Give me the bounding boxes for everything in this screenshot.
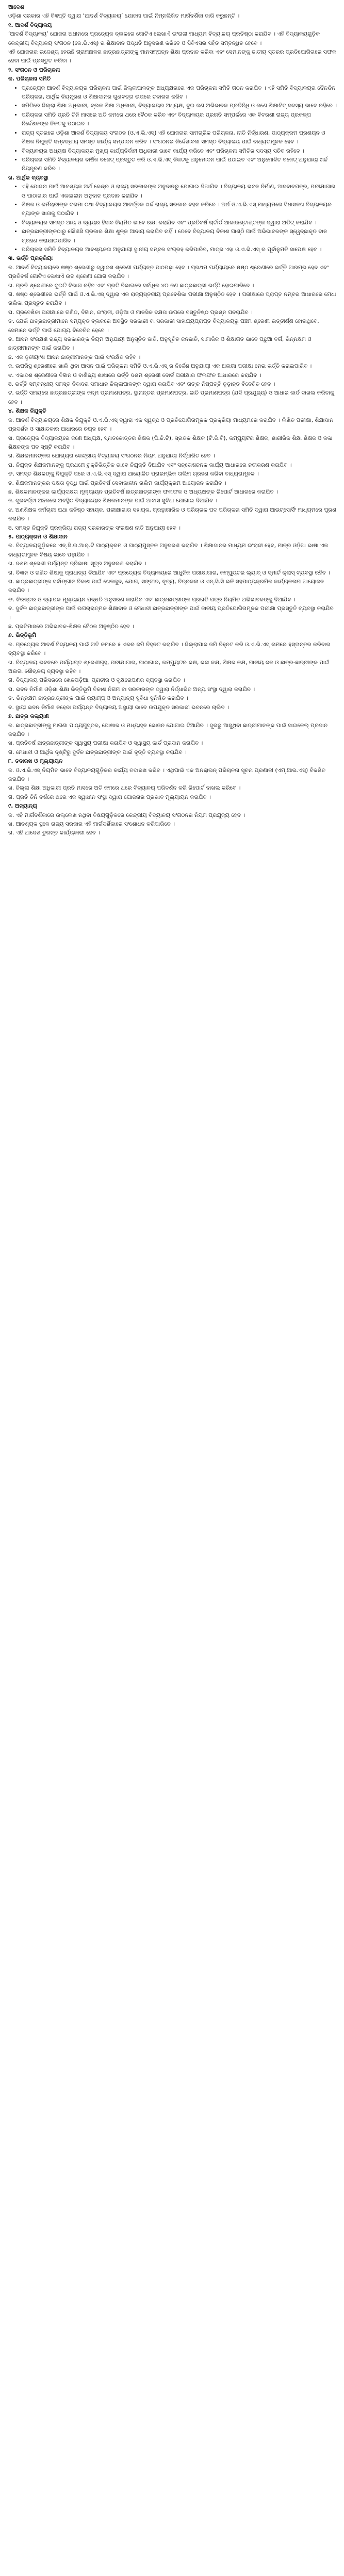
- paragraph: ଗ. ଶିକ୍ଷକମାନଙ୍କର ଯୋଗ୍ୟତା କେନ୍ଦ୍ରୀୟ ବିଦ୍ୟାଳୟ ସଂଗଠନର ନିୟମ ଅନୁଯାୟୀ ନିର୍ଦ୍ଧାରିତ ହେବ ।: [8, 453, 215, 460]
- section-heading: ୫. ପାଠ୍ୟକ୍ରମ ଓ ଶିକ୍ଷାଦାନ: [8, 533, 68, 540]
- section-heading: ୯. ଅନ୍ୟାନ୍ୟ: [8, 803, 37, 810]
- paragraph: ଗ. ବିଜ୍ଞାନ ଓ ଗଣିତ ଶିକ୍ଷାକୁ ପ୍ରାଧାନ୍ୟ ଦିଆଯିବ ଏବଂ ପ୍ରତ୍ୟେକ ବିଦ୍ୟାଳୟରେ ଆଧୁନିକ ପରୀକ୍ଷାଗାର, କମ୍ପ୍ୟୁଟର ଲ୍ୟାବ୍ ଓ ସ୍ମାର୍ଟ କ୍ଲାସ୍ ବ୍ୟବସ୍ଥା ରହିବ ।: [8, 569, 331, 576]
- paragraph: ଖ. ବିଦ୍ୟାଳୟ ଭବନରେ ପର୍ଯ୍ୟାପ୍ତ ଶ୍ରେଣୀଗୃହ, ପରୀକ୍ଷାଗାର, ପାଠାଗାର, କମ୍ପ୍ୟୁଟର କକ୍ଷ, କଳା କକ୍ଷ, ଶିକ୍ଷକ କକ୍ଷ, ପାନୀୟ ଜଳ ଓ ଛାତ୍ର-ଛାତ୍ରୀଙ୍କ ପାଇଁ ଅଲଗା ଶୌଚାଳୟ ବ୍ୟବସ୍ଥା ରହିବ ।: [8, 659, 330, 675]
- paragraph: ଘ. ପ୍ରବେଶିକା ପରୀକ୍ଷାରେ ଗଣିତ, ବିଜ୍ଞାନ, ଇଂରାଜୀ, ଓଡ଼ିଆ ଓ ମାନସିକ ଦକ୍ଷତା ଉପରେ ବସ୍ତୁନିଷ୍ଠ ପ୍ରଶ୍ନ ପଚରାଯିବ ।: [8, 309, 253, 316]
- paragraph: ଝ. ଅଣଶିକ୍ଷକ କର୍ମଚାରୀ ଯଥା କନିଷ୍ଠ ସହାୟକ, ପରୀକ୍ଷାଗାର ସହାୟକ, ଗ୍ରନ୍ଥାଗାରିକ ଓ ପରିଚାରକ ପଦ ପରିଚାଳନା ସମିତି ଦ୍ୱାରା ଆଉଟ୍‌ସୋର୍ସିଂ ମାଧ୍ୟମରେ ପୂରଣ କରାଯିବ ।: [8, 506, 337, 522]
- paragraph: ଚ. ସ୍ଥାୟୀ ଭବନ ନିର୍ମାଣ ନହେବା ପର୍ଯ୍ୟନ୍ତ ବିଦ୍ୟାଳୟ ଅସ୍ଥାୟୀ ଭାବେ ଉପଯୁକ୍ତ ସରକାରୀ ଭବନରେ ଚାଲିବ ।: [8, 704, 229, 711]
- subsection-heading: ଖ. ଆର୍ଥିକ ବ୍ୟବସ୍ଥା: [8, 174, 48, 181]
- document-title: ଆଦେଶ: [8, 4, 24, 10]
- paragraph: ଚ. ଆସନ ସଂରକ୍ଷଣ ରାଜ୍ୟ ସରକାରଙ୍କ ନିୟମ ଅନୁଯାୟୀ ଅନୁସୂଚିତ ଜାତି, ଅନୁସୂଚିତ ଜନଜାତି, ସାମାଜିକ ଓ ଶିକ୍ଷାଗତ ଭାବେ ପଛୁଆ ବର୍ଗ, ଭିନ୍ନକ୍ଷମ ଓ ଛାତ୍ରୀମାନଙ୍କ ପାଇଁ କରାଯିବ ।: [8, 336, 312, 352]
- paragraph: କ. ଆଦର୍ଶ ବିଦ୍ୟାଳୟରେ ଷଷ୍ଠ ଶ୍ରେଣୀରୁ ଦ୍ୱାଦଶ ଶ୍ରେଣୀ ପର୍ଯ୍ୟନ୍ତ ପାଠପଢ଼ା ହେବ । ପ୍ରଥମ ପର୍ଯ୍ୟାୟରେ ଷଷ୍ଠ ଶ୍ରେଣୀରେ ଭର୍ତ୍ତି ଆରମ୍ଭ ହେବ ଏବଂ ପ୍ରତିବର୍ଷ ଗୋଟିଏ ଲେଖାଏଁ ଉଚ୍ଚ ଶ୍ରେଣୀ ଯୋଗ କରାଯିବ ।: [8, 264, 329, 280]
- paragraph: ଙ. ସମସ୍ତ ଶିକ୍ଷକଙ୍କୁ ନିଯୁକ୍ତି ପରେ ଓ.ଏ.ଭି.ଏସ୍ ଦ୍ୱାରା ଆୟୋଜିତ ପ୍ରାରମ୍ଭିକ ତାଲିମ ଗ୍ରହଣ କରିବା ବାଧ୍ୟତାମୂଳକ ।: [8, 471, 259, 478]
- paragraph: ଖ. ପ୍ରତିବର୍ଷ ଛାତ୍ରଛାତ୍ରୀଙ୍କ ସ୍ୱାସ୍ଥ୍ୟ ପରୀକ୍ଷା କରାଯିବ ଓ ସ୍ୱାସ୍ଥ୍ୟ କାର୍ଡ ପ୍ରଦାନ କରାଯିବ ।: [8, 740, 203, 747]
- paragraph: ଟ. ଭର୍ତ୍ତି ସମୟରେ ଛାତ୍ରଛାତ୍ରୀଙ୍କ ଜନ୍ମ ପ୍ରମାଣପତ୍ର, ସ୍ଥାନାନ୍ତର ପ୍ରମାଣପତ୍ର, ଜାତି ପ୍ରମାଣପତ୍ର (ଯଦି ପ୍ରଯୁଜ୍ୟ) ଓ ଆଧାର କାର୍ଡ ଦାଖଲ କରିବାକୁ ହେବ ।: [8, 390, 334, 405]
- paragraph: କ. ଆଦର୍ଶ ବିଦ୍ୟାଳୟରେ ଶିକ୍ଷକ ନିଯୁକ୍ତି ଓ.ଏ.ଭି.ଏସ୍ ଦ୍ୱାରା ଏକ ସ୍ୱଚ୍ଛ ଓ ପ୍ରତିଯୋଗିତାମୂଳକ ପ୍ରକ୍ରିୟା ମାଧ୍ୟମରେ କରାଯିବ । ଲିଖିତ ପରୀକ୍ଷା, ଶିକ୍ଷାଦାନ ପ୍ରଦର୍ଶନ ଓ ସାକ୍ଷାତକାର ଆଧାରରେ ଚୟନ ହେବ ।: [8, 417, 334, 433]
- paragraph: ଙ. ଯେଉଁ ଛାତ୍ରଛାତ୍ରୀମାନେ ସମ୍ପୃକ୍ତ ବ୍ଲକରେ ଅବସ୍ଥିତ ସରକାରୀ ବା ସରକାରୀ ସାହାଯ୍ୟପ୍ରାପ୍ତ ବିଦ୍ୟାଳୟରୁ ପଞ୍ଚମ ଶ୍ରେଣୀ ଉତ୍ତୀର୍ଣ୍ଣ ହୋଇଥିବେ, ସେମାନେ ଭର୍ତ୍ତି ପାଇଁ ଯୋଗ୍ୟ ବିବେଚିତ ହେବେ ।: [8, 318, 319, 334]
- paragraph: ଛ. ପ୍ରତିମାସରେ ଅଭିଭାବକ-ଶିକ୍ଷକ ବୈଠକ ଅନୁଷ୍ଠିତ ହେବ ।: [8, 624, 134, 630]
- paragraph: ଗ. ବିଦ୍ୟାଳୟ ପରିସରରେ ଖେଳପଡ଼ିଆ, ପ୍ରାଚୀର ଓ ବୃକ୍ଷରୋପଣର ବ୍ୟବସ୍ଥା କରାଯିବ ।: [8, 677, 185, 684]
- paragraph: କ. ପ୍ରତ୍ୟେକ ଆଦର୍ଶ ବିଦ୍ୟାଳୟ ପାଇଁ ଅତି କମରେ ୫ ଏକର ଜମି ଚିହ୍ନଟ କରାଯିବ । ଜିଲ୍ଲାପାଳ ଜମି ଚିହ୍ନଟ କରି ଓ.ଏ.ଭି.ଏସ୍ ନାମରେ ହସ୍ତାନ୍ତର କରିବାର ବ୍ୟବସ୍ଥା କରିବେ ।: [8, 641, 331, 657]
- paragraph: ଝ. ଏକାଦଶ ଶ୍ରେଣୀରେ ବିଜ୍ଞାନ ଓ ବାଣିଜ୍ୟ ଶାଖାରେ ଭର୍ତ୍ତି ଦଶମ ଶ୍ରେଣୀ ବୋର୍ଡ ପରୀକ୍ଷାର ଫଳାଫଳ ଆଧାରରେ କରାଯିବ ।: [8, 372, 261, 379]
- list-item: • ପରିଚାଳନା ସମିତି ବିଦ୍ୟାଳୟର ବାର୍ଷିକ ବଜେଟ୍ ପ୍ରସ୍ତୁତ କରି ଓ.ଏ.ଭି.ଏସ୍ ନିକଟକୁ ଅନୁମୋଦନ ପାଇଁ ପଠାଇବ ଏବଂ ଅନୁମୋଦିତ ବଜେଟ୍ ଅନୁଯାୟୀ ଖର୍ଚ୍ଚ ନିୟନ୍ତ୍ରଣ କରିବ ।: [22, 156, 337, 174]
- subsection-heading: କ. ପରିଚାଳନା ସମିତି: [8, 76, 51, 83]
- section-heading: ୨. ସଂଗଠନ ଓ ପରିଚାଳନା: [8, 67, 60, 73]
- paragraph: ଗ. ଏହି ଆଦେଶ ତୁରନ୍ତ କାର୍ଯ୍ୟକାରୀ ହେବ ।: [8, 830, 101, 836]
- paragraph: ଖ. ପ୍ରତି ଶ୍ରେଣୀରେ ଦୁଇଟି ବିଭାଗ ରହିବ ଏବଂ ପ୍ରତି ବିଭାଗରେ ସର୍ବାଧିକ ୪୦ ଜଣ ଛାତ୍ରଛାତ୍ରୀ ଭର୍ତ୍ତି ହୋଇପାରିବେ ।: [8, 282, 254, 289]
- section-heading: ୮. ତଦାରଖ ଓ ମୂଲ୍ୟାୟନ: [8, 758, 63, 765]
- section-heading: ୩. ଭର୍ତ୍ତି ପ୍ରକ୍ରିୟା: [8, 255, 53, 262]
- paragraph: ଘ. ଭବନ ନିର୍ମାଣ ଓଡ଼ିଶା ଶିକ୍ଷା ଭିତ୍ତିଭୂମି ବିକାଶ ନିଗମ ବା ସରକାରଙ୍କ ଦ୍ୱାରା ନିର୍ଦ୍ଧାରିତ ଅନ୍ୟ ସଂସ୍ଥା ଦ୍ୱାରା କରାଯିବ ।: [8, 686, 255, 693]
- paragraph: କ. ବିଦ୍ୟାଳୟଗୁଡ଼ିକରେ ଏନ୍.ସି.ଇ.ଆର୍.ଟି ପାଠ୍ୟକ୍ରମ ଓ ପାଠ୍ୟପୁସ୍ତକ ଅନୁସରଣ କରାଯିବ । ଶିକ୍ଷାଦାନର ମାଧ୍ୟମ ଇଂରାଜୀ ହେବ, ମାତ୍ର ଓଡ଼ିଆ ଭାଷା ଏକ ବାଧ୍ୟତାମୂଳକ ବିଷୟ ଭାବେ ପଢ଼ାଯିବ ।: [8, 543, 329, 558]
- paragraph: ଗ. ଷଷ୍ଠ ଶ୍ରେଣୀରେ ଭର୍ତ୍ତି ପାଇଁ ଓ.ଏ.ଭି.ଏସ୍ ଦ୍ୱାରା ଏକ ରାଜ୍ୟସ୍ତରୀୟ ପ୍ରବେଶିକା ପରୀକ୍ଷା ଅନୁଷ୍ଠିତ ହେବ । ପରୀକ୍ଷାରେ ପ୍ରାପ୍ତ ନମ୍ବର ଆଧାରରେ ମେଧା ତାଲିକା ପ୍ରସ୍ତୁତ କରାଯିବ ।: [8, 291, 336, 307]
- paragraph: କ. ଓ.ଏ.ଭି.ଏସ୍ ନିୟମିତ ଭାବେ ବିଦ୍ୟାଳୟଗୁଡ଼ିକର କାର୍ଯ୍ୟ ତଦାରଖ କରିବ । ଏଥିପାଇଁ ଏକ ଅନଲାଇନ୍ ପରିଚାଳନା ସୂଚନା ପ୍ରଣାଳୀ (ଏମ୍.ଆଇ.ଏସ୍) ବିକଶିତ କରାଯିବ ।: [8, 767, 326, 782]
- section-heading: ୪. ଶିକ୍ଷକ ନିଯୁକ୍ତି: [8, 408, 46, 415]
- paragraph: ଞ. ଭର୍ତ୍ତି ସମ୍ବନ୍ଧୀୟ ସମସ୍ତ ବିବାଦର ସମାଧାନ ଜିଲ୍ଲାପାଳଙ୍କ ଦ୍ୱାରା କରାଯିବ ଏବଂ ତାଙ୍କ ନିଷ୍ପତ୍ତି ଚୂଡ଼ାନ୍ତ ବିବେଚିତ ହେବ ।: [8, 381, 275, 388]
- list-item: • ଶିକ୍ଷକ ଓ କର୍ମଚାରୀଙ୍କ ଦରମା ତଥା ବିଦ୍ୟାଳୟର ଆବର୍ତ୍ତକ ଖର୍ଚ୍ଚ ରାଜ୍ୟ ସରକାର ବହନ କରିବେ । ଅର୍ଥ ଓ.ଏ.ଭି.ଏସ୍ ମାଧ୍ୟମରେ ସିଧାସଳଖ ବିଦ୍ୟାଳୟର ବ୍ୟାଙ୍କ ଖାତାକୁ ପଠାଯିବ ।: [22, 201, 337, 219]
- list-item: • ବିଦ୍ୟାଳୟର ସମସ୍ତ ଆୟ ଓ ବ୍ୟୟର ହିସାବ ନିୟମିତ ଭାବେ ରକ୍ଷା କରାଯିବ ଏବଂ ପ୍ରତିବର୍ଷ ଚାର୍ଟାର୍ଡ ଆକାଉଣ୍ଟାଣ୍ଟଙ୍କ ଦ୍ୱାରା ଅଡିଟ୍ କରାଯିବ ।: [22, 219, 337, 227]
- document-page: [0, 0, 344, 840]
- section-heading: ୬. ଭିତ୍ତିଭୂମି: [8, 632, 37, 639]
- section-heading: ୧. ଆଦର୍ଶ ବିଦ୍ୟାଳୟ: [8, 22, 52, 28]
- paragraph: ଖ. ଆବଶ୍ୟକ ସ୍ଥଳେ ରାଜ୍ୟ ସରକାର ଏହି ମାର୍ଗଦର୍ଶିକାରେ ସଂଶୋଧନ କରିପାରିବେ ।: [8, 821, 175, 827]
- paragraph: ଜ. ଦୂରବର୍ତ୍ତୀ ଅଞ୍ଚଳରେ ଅବସ୍ଥିତ ବିଦ୍ୟାଳୟର ଶିକ୍ଷକମାନଙ୍କ ପାଇଁ ଆବାସ ସୁବିଧା ଯୋଗାଇ ଦିଆଯିବ ।: [8, 498, 218, 504]
- paragraph: ଛ. ଏକ ତୃତୀୟାଂଶ ଆସନ ଛାତ୍ରୀମାନଙ୍କ ପାଇଁ ସଂରକ୍ଷିତ ରହିବ ।: [8, 354, 141, 360]
- paragraph: ଚ. ଶିକ୍ଷକମାନଙ୍କର ଦକ୍ଷତା ବୃଦ୍ଧି ପାଇଁ ପ୍ରତିବର୍ଷ ସେବାକାଳୀନ ତାଲିମ କାର୍ଯ୍ୟକ୍ରମ ଆୟୋଜନ କରାଯିବ ।: [8, 480, 226, 486]
- paragraph: ଖ. ପ୍ରତ୍ୟେକ ବିଦ୍ୟାଳୟରେ ଜଣେ ଅଧ୍ୟକ୍ଷ, ସ୍ନାତକୋତ୍ତର ଶିକ୍ଷକ (ପି.ଜି.ଟି), ସ୍ନାତକ ଶିକ୍ଷକ (ଟି.ଜି.ଟି), କମ୍ପ୍ୟୁଟର ଶିକ୍ଷକ, ଶାରୀରିକ ଶିକ୍ଷା ଶିକ୍ଷକ ଓ କଳା ଶିକ୍ଷକଙ୍କ ପଦ ସୃଷ୍ଟି କରାଯିବ ।: [8, 435, 332, 450]
- list-item: • ପ୍ରତ୍ୟେକ ଆଦର୍ଶ ବିଦ୍ୟାଳୟର ପରିଚାଳନା ପାଇଁ ଜିଲ୍ଲାପାଳଙ୍କ ଅଧ୍ୟକ୍ଷତାରେ ଏକ ପରିଚାଳନା ସମିତି ଗଠନ କରାଯିବ । ଏହି ସମିତି ବିଦ୍ୟାଳୟର ଦୈନନ୍ଦିନ ପରିଚାଳନା, ଆର୍ଥିକ ନିୟନ୍ତ୍ରଣ ଓ ଶିକ୍ଷାଦାନର ଗୁଣବତ୍ତା ଉପରେ ତଦାରଖ କରିବ ।: [22, 84, 337, 102]
- paragraph: ଏହି ଯୋଜନାର ଉଦ୍ଦେଶ୍ୟ ହେଉଛି ଗ୍ରାମାଞ୍ଚଳର ଛାତ୍ରଛାତ୍ରୀଙ୍କୁ ମାନସମ୍ପନ୍ନ ଶିକ୍ଷା ପ୍ରଦାନ କରିବା ଏବଂ ସେମାନଙ୍କୁ ଜାତୀୟ ସ୍ତରର ପ୍ରତିଯୋଗିତାରେ ସଫଳ ହେବା ପାଇଁ ପ୍ରସ୍ତୁତ କରିବା ।: [8, 49, 336, 64]
- list-item: • ରାଜ୍ୟ ସ୍ତରରେ ଓଡ଼ିଶା ଆଦର୍ଶ ବିଦ୍ୟାଳୟ ସଂଗଠନ (ଓ.ଏ.ଭି.ଏସ୍) ଏହି ଯୋଜନାର ସାମଗ୍ରିକ ପରିଚାଳନା, ନୀତି ନିର୍ଦ୍ଧାରଣ, ପାଠ୍ୟକ୍ରମ ପ୍ରଣୟନ ଓ ଶିକ୍ଷକ ନିଯୁକ୍ତି ସମ୍ବନ୍ଧୀୟ ସମସ୍ତ କାର୍ଯ୍ୟ ସମ୍ପାଦନ କରିବ । ସଂଗଠନର ନିର୍ଦ୍ଦେଶାବଳୀ ସମସ୍ତ ବିଦ୍ୟାଳୟ ପାଇଁ ବାଧ୍ୟତାମୂଳକ ହେବ ।: [22, 129, 337, 147]
- paragraph: ଚ. ଦୁର୍ବଳ ଛାତ୍ରଛାତ୍ରୀଙ୍କ ପାଇଁ ଉପଚାରାତ୍ମକ ଶିକ୍ଷାଦାନ ଓ ମେଧାବୀ ଛାତ୍ରଛାତ୍ରୀଙ୍କ ପାଇଁ ଜାତୀୟ ପ୍ରତିଯୋଗିତାମୂଳକ ପରୀକ୍ଷା ପ୍ରସ୍ତୁତି ବ୍ୟବସ୍ଥା କରାଯିବ ।: [8, 605, 334, 621]
- paragraph: ଙ. ଭିନ୍ନକ୍ଷମ ଛାତ୍ରଛାତ୍ରୀଙ୍କ ପାଇଁ ର‌୍ୟାମ୍ପ୍ ଓ ଅନ୍ୟାନ୍ୟ ସୁବିଧା ସୁନିଶ୍ଚିତ କରାଯିବ ।: [8, 695, 188, 702]
- paragraph: ଘ. ନିଯୁକ୍ତ ଶିକ୍ଷକମାନଙ୍କୁ ପ୍ରଥମେ ଚୁକ୍ତିଭିତ୍ତିକ ଭାବେ ନିଯୁକ୍ତି ଦିଆଯିବ ଏବଂ ସନ୍ତୋଷଜନକ କାର୍ଯ୍ୟ ଆଧାରରେ ନବୀକରଣ କରାଯିବ ।: [8, 462, 292, 468]
- paragraph: ଗ. ମେଧାବୀ ଓ ଆର୍ଥିକ ଦୃଷ୍ଟିରୁ ଦୁର୍ବଳ ଛାତ୍ରଛାତ୍ରୀଙ୍କ ପାଇଁ ବୃତ୍ତି ବ୍ୟବସ୍ଥା କରାଯିବ ।: [8, 749, 187, 756]
- paragraph: ଗ. ପ୍ରତି ତିନି ବର୍ଷରେ ଥରେ ଏକ ସ୍ୱାଧୀନ ସଂସ୍ଥା ଦ୍ୱାରା ଯୋଜନାର ପ୍ରଭାବ ମୂଲ୍ୟାୟନ କରାଯିବ ।: [8, 794, 211, 800]
- bullet-list: [8, 84, 337, 174]
- paragraph: ଙ. ନିରନ୍ତର ଓ ବ୍ୟାପକ ମୂଲ୍ୟାୟନ ପଦ୍ଧତି ଅନୁସରଣ କରାଯିବ ଏବଂ ଛାତ୍ରଛାତ୍ରୀଙ୍କ ପ୍ରଗତି ପତ୍ର ନିୟମିତ ଅଭିଭାବକଙ୍କୁ ଦିଆଯିବ ।: [8, 596, 296, 603]
- paragraph: ଞ. ସମସ୍ତ ନିଯୁକ୍ତି ପ୍ରକ୍ରିୟା ରାଜ୍ୟ ସରକାରଙ୍କ ସଂରକ୍ଷଣ ନୀତି ଅନୁଯାୟୀ ହେବ ।: [8, 524, 181, 531]
- bullet-list: [8, 183, 337, 254]
- paragraph: ‘ଆଦର୍ଶ ବିଦ୍ୟାଳୟ’ ଯୋଜନା ଅଧୀନରେ ପ୍ରତ୍ୟେକ ବ୍ଲକରେ ଗୋଟିଏ ଲେଖାଏଁ ଇଂରାଜୀ ମାଧ୍ୟମ ବିଦ୍ୟାଳୟ ପ୍ରତିଷ୍ଠା କରାଯିବ । ଏହି ବିଦ୍ୟାଳୟଗୁଡ଼ିକ କେନ୍ଦ୍ରୀୟ ବିଦ୍ୟାଳୟ ସଂଗଠନ (କେ.ଭି.ଏସ୍) ର ଶିକ୍ଷାଦାନ ପଦ୍ଧତି ଅନୁସରଣ କରିବେ ଓ ସିବିଏସଇ ସହିତ ସମ୍ବନ୍ଧିତ ହେବେ ।: [8, 31, 320, 46]
- section-heading: ୭. ଛାତ୍ର କଲ୍ୟାଣ: [8, 713, 49, 720]
- list-item: • ଛାତ୍ରଛାତ୍ରୀଙ୍କଠାରୁ କୌଣସି ପ୍ରକାର ଶିକ୍ଷା ଶୁଳ୍କ ଆଦାୟ କରାଯିବ ନାହିଁ । ତେବେ ବିଦ୍ୟାଳୟ ବିକାଶ ପାଣ୍ଠି ପାଇଁ ଅଭିଭାବକଙ୍କ ସ୍ୱେଚ୍ଛାକୃତ ଦାନ ଗ୍ରହଣ କରାଯାଇପାରିବ ।: [22, 227, 337, 245]
- paragraph: ଖ. ଦଶମ ଶ୍ରେଣୀ ପର୍ଯ୍ୟନ୍ତ ତ୍ରିଭାଷା ସୂତ୍ର ଅନୁସରଣ କରାଯିବ ।: [8, 561, 146, 567]
- paragraph: ଖ. ଜିଲ୍ଲା ଶିକ୍ଷା ଅଧିକାରୀ ପ୍ରତି ମାସରେ ଅତି କମରେ ଥରେ ବିଦ୍ୟାଳୟ ପରିଦର୍ଶନ କରି ରିପୋର୍ଟ ଦାଖଲ କରିବେ ।: [8, 785, 241, 792]
- paragraph: ଘ. ଛାତ୍ରଛାତ୍ରୀଙ୍କ ସର୍ବାଙ୍ଗୀନ ବିକାଶ ପାଇଁ ଖେଳକୁଦ, ଯୋଗ, ସଙ୍ଗୀତ, ନୃତ୍ୟ, ଚିତ୍ରକଳା ଓ ଏନ୍.ସି.ସି ଭଳି ସହପାଠ୍ୟକ୍ରମିକ କାର୍ଯ୍ୟକଳାପ ଆୟୋଜନ କରାଯିବ ।: [8, 579, 324, 594]
- intro-paragraph: ଓଡ଼ିଶା ସରକାର ଏହି ବିଜ୍ଞପ୍ତି ଦ୍ୱାରା ‘ଆଦର୍ଶ ବିଦ୍ୟାଳୟ’ ଯୋଜନା ପାଇଁ ନିମ୍ନଲିଖିତ ମାର୍ଗଦର୍ଶିକା ଜାରି କରୁଛନ୍ତି ।: [8, 13, 240, 20]
- paragraph: କ. ଛାତ୍ରଛାତ୍ରୀଙ୍କୁ ମାଗଣା ପାଠ୍ୟପୁସ୍ତକ, ପୋଷାକ ଓ ମଧ୍ୟାହ୍ନ ଭୋଜନ ଯୋଗାଇ ଦିଆଯିବ । ଦୂରରୁ ଆସୁଥିବା ଛାତ୍ରୀମାନଙ୍କ ପାଇଁ ସାଇକେଲ୍ ପ୍ରଦାନ କରାଯିବ ।: [8, 722, 328, 737]
- paragraph: କ. ଏହି ମାର୍ଗଦର୍ଶିକାରେ ଉଲ୍ଲେଖ ନଥିବା ବିଷୟଗୁଡ଼ିକରେ କେନ୍ଦ୍ରୀୟ ବିଦ୍ୟାଳୟ ସଂଗଠନର ନିୟମ ପ୍ରଯୁଜ୍ୟ ହେବ ।: [8, 812, 245, 818]
- list-item: • ପରିଚାଳନା ସମିତି ପ୍ରତି ତିନି ମାସରେ ଅତି କମରେ ଥରେ ବୈଠକ କରିବ ଏବଂ ବିଦ୍ୟାଳୟର ପ୍ରଗତି ସମ୍ପର୍କରେ ଏକ ବିବରଣୀ ରାଜ୍ୟ ପ୍ରକଳ୍ପ ନିର୍ଦ୍ଦେଶକଙ୍କ ନିକଟକୁ ପଠାଇବ ।: [22, 111, 337, 129]
- list-item: • ପରିଚାଳନା ସମିତି ବିଦ୍ୟାଳୟର ଆବଶ୍ୟକତା ଅନୁଯାୟୀ ସ୍ଥାନୀୟ ସମ୍ବଳ ସଂଗ୍ରହ କରିପାରିବ, ମାତ୍ର ଏହା ଓ.ଏ.ଭି.ଏସ୍ ର ପୂର୍ବାନୁମତି ସାପେକ୍ଷ ହେବ ।: [22, 245, 337, 254]
- list-item: • ବିଦ୍ୟାଳୟର ଅଧ୍ୟକ୍ଷ ବିଦ୍ୟାଳୟର ମୁଖ୍ୟ କାର୍ଯ୍ୟନିର୍ବାହୀ ଅଧିକାରୀ ଭାବେ କାର୍ଯ୍ୟ କରିବେ ଏବଂ ପରିଚାଳନା ସମିତିର ସଦସ୍ୟ ସଚିବ ରହିବେ ।: [22, 147, 337, 156]
- paragraph: ଛ. ଶିକ୍ଷକମାନଙ୍କର କାର୍ଯ୍ୟଦକ୍ଷତା ମୂଲ୍ୟାୟନ ପ୍ରତିବର୍ଷ ଛାତ୍ରଛାତ୍ରୀଙ୍କ ଫଳାଫଳ ଓ ଅଧ୍ୟକ୍ଷଙ୍କ ରିପୋର୍ଟ ଆଧାରରେ କରାଯିବ ।: [8, 488, 278, 495]
- list-item: • ଏହି ଯୋଜନା ପାଇଁ ଆବଶ୍ୟକ ଅର୍ଥ କେନ୍ଦ୍ର ଓ ରାଜ୍ୟ ସରକାରଙ୍କ ଅନୁଦାନରୁ ଯୋଗାଇ ଦିଆଯିବ । ବିଦ୍ୟାଳୟ ଭବନ ନିର୍ମାଣ, ଆସବାବପତ୍ର, ପରୀକ୍ଷାଗାର ଓ ପାଠାଗାର ପାଇଁ ଏକକାଳୀନ ଅନୁଦାନ ପ୍ରଦାନ କରାଯିବ ।: [22, 183, 337, 201]
- paragraph: ଜ. ଉପରିସ୍ଥ ଶ୍ରେଣୀରେ ଖାଲି ଥିବା ଆସନ ପାଇଁ ପରିଚାଳନା ସମିତି ଓ.ଏ.ଭି.ଏସ୍ ର ନିର୍ଦ୍ଦେଶ ଅନୁଯାୟୀ ଏକ ଅଲଗା ପରୀକ୍ଷା ନେଇ ଭର୍ତ୍ତି କରାଇପାରିବ ।: [8, 363, 312, 370]
- list-item: • ସମିତିରେ ଜିଲ୍ଲା ଶିକ୍ଷା ଅଧିକାରୀ, ବ୍ଲକ ଶିକ୍ଷା ଅଧିକାରୀ, ବିଦ୍ୟାଳୟର ଅଧ୍ୟକ୍ଷ, ଦୁଇ ଜଣ ଅଭିଭାବକ ପ୍ରତିନିଧି ଓ ଜଣେ ଶିକ୍ଷାବିତ୍ ସଦସ୍ୟ ଭାବେ ରହିବେ ।: [22, 102, 337, 110]
